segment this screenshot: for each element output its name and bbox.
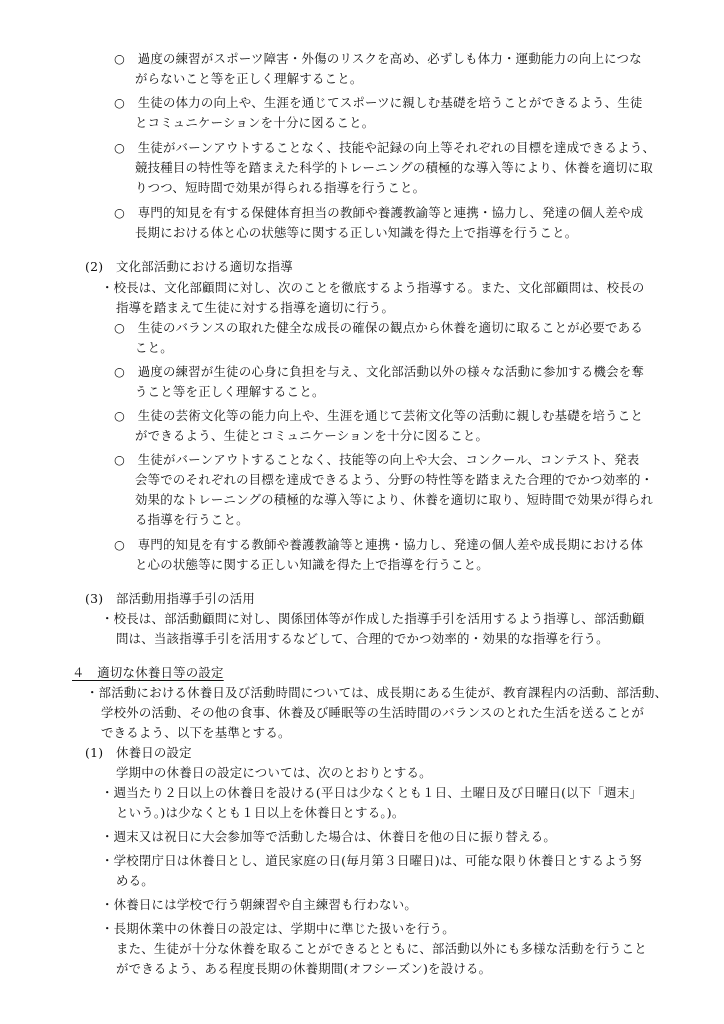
sports-item-1-line-2: がらないこと等を正しく理解すること。: [135, 71, 363, 86]
manual-heading: (3) 部活動用指導手引の活用: [85, 591, 255, 606]
manual-lead-line-2: 問は、当該指導手引を活用するなどして、合理的でかつ効率的・効果的な指導を行う。: [116, 631, 609, 646]
manual-lead-line-1: ・校長は、部活動顧問に対し、関係団体等が作成した指導手引を活用するよう指導し、部活動顧: [101, 611, 645, 626]
rest-lead-line-1: ・部活動における休養日及び活動時間については、成長期にある生徒が、教育課程内の活動、部活動、: [86, 685, 668, 700]
sports-item-4-line-2: 長期における体と心の状態等に関する正しい知識を得た上で指導を行うこと。: [135, 225, 578, 240]
rest-bullet-1-line-2: という。)は少なくとも１日以上を休養日とする。)。: [116, 805, 405, 820]
rest-section-title: ４ 適切な休養日等の設定: [72, 665, 224, 680]
sports-item-2-line-1: ○ 生徒の体力の向上や、生涯を通じてスポーツに親しむ基礎を培うことができるよう、生徒: [114, 95, 643, 110]
culture-item-3-line-2: ができるよう、生徒とコミュニケーションを十分に図ること。: [135, 428, 489, 443]
rest-intro: 学期中の休養日の設定については、次のとおりとする。: [116, 765, 432, 780]
sports-item-3-line-2: 競技種目の特性等を踏まえた科学的トレーニングの積極的な導入等により、休養を適切に取: [135, 160, 654, 175]
culture-item-2-line-2: うこと等を正しく理解すること。: [135, 384, 325, 399]
rest-bullet-3-line-2: める。: [116, 873, 154, 888]
sports-item-2-line-2: とコミュニケーションを十分に図ること。: [135, 115, 375, 130]
sports-item-3-line-3: りつつ、短時間で効果が得られる指導を行うこと。: [135, 180, 426, 195]
culture-item-5-line-1: ○ 専門的知見を有する教師や養護教諭等と連携・協力し、発達の個人差や成長期における体: [114, 537, 644, 552]
culture-item-3-line-1: ○ 生徒の芸術文化等の能力向上や、生涯を通じて芸術文化等の活動に親しむ基礎を培うこと: [114, 408, 644, 423]
sports-item-3-line-1: ○ 生徒がバーンアウトすることなく、技能や記録の向上等それぞれの目標を達成できるよう、: [114, 140, 656, 155]
culture-item-1-line-2: こと。: [135, 340, 173, 355]
rest-bullet-4: ・休養日には学校で行う朝練習や自主練習も行わない。: [101, 897, 418, 912]
rest-bullet-1-line-1: ・週当たり２日以上の休養日を設ける(平日は少なくとも１日、土曜日及び日曜日(以下「週末」: [101, 785, 643, 800]
culture-item-4-line-4: る指導を行うこと。: [135, 512, 249, 527]
culture-item-5-line-2: と心の状態等に関する正しい知識を得た上で指導を行うこと。: [135, 557, 489, 572]
rest-closing-line-1: また、生徒が十分な休養を取ることができるとともに、部活動以外にも多様な活動を行うこと: [116, 941, 647, 956]
culture-lead-line-1: ・校長は、文化部顧問に対し、次のことを徹底するよう指導する。また、文化部顧問は、校長の: [101, 280, 645, 295]
culture-item-1-line-1: ○ 生徒のバランスの取れた健全な成長の確保の観点から休養を適切に取ることが必要である: [114, 320, 643, 335]
culture-heading: (2) 文化部活動における適切な指導: [85, 259, 293, 274]
sports-item-4-line-1: ○ 専門的知見を有する保健体育担当の教師や養護教諭等と連携・協力し、発達の個人差や成: [114, 205, 644, 220]
rest-bullet-3-line-1: ・学校閉庁日は休養日とし、道民家庭の日(毎月第３日曜日)は、可能な限り休養日とするよう努: [101, 853, 643, 868]
culture-item-4-line-3: 効果的なトレーニングの積極的な導入等により、休養を適切に取り、短時間で効果が得られ: [135, 492, 654, 507]
culture-item-4-line-1: ○ 生徒がバーンアウトすることなく、技能等の向上や大会、コンクール、コンテスト、発表: [114, 452, 640, 467]
sports-item-1-line-1: ○ 過度の練習がスポーツ障害・外傷のリスクを高め、必ずしも体力・運動能力の向上につな: [114, 51, 642, 66]
culture-lead-line-2: 指導を踏まえて生徒に対する指導を適切に行う。: [116, 300, 395, 315]
rest-bullet-2: ・週末又は祝日に大会参加等で活動した場合は、休養日を他の日に振り替える。: [101, 829, 557, 844]
rest-bullet-5: ・長期休業中の休養日の設定は、学期中に準じた扱いを行う。: [101, 921, 455, 936]
rest-closing-line-2: ができるよう、ある程度長期の休養期間(オフシーズン)を設ける。: [116, 961, 492, 976]
rest-lead-line-2: 学校外の活動、その他の食事、休養及び睡眠等の生活時間のバランスのとれた生活を送ることが: [101, 705, 645, 720]
rest-lead-line-3: できるよう、以下を基準とする。: [101, 725, 291, 740]
culture-item-4-line-2: 会等でのそれぞれの目標を達成できるよう、分野の特性等を踏まえた合理的でかつ効率的・: [135, 472, 654, 487]
culture-item-2-line-1: ○ 過度の練習が生徒の心身に負担を与え、文化部活動以外の様々な活動に参加する機会を奪: [114, 364, 645, 379]
rest-sub-heading: (1) 休養日の設定: [85, 745, 192, 760]
